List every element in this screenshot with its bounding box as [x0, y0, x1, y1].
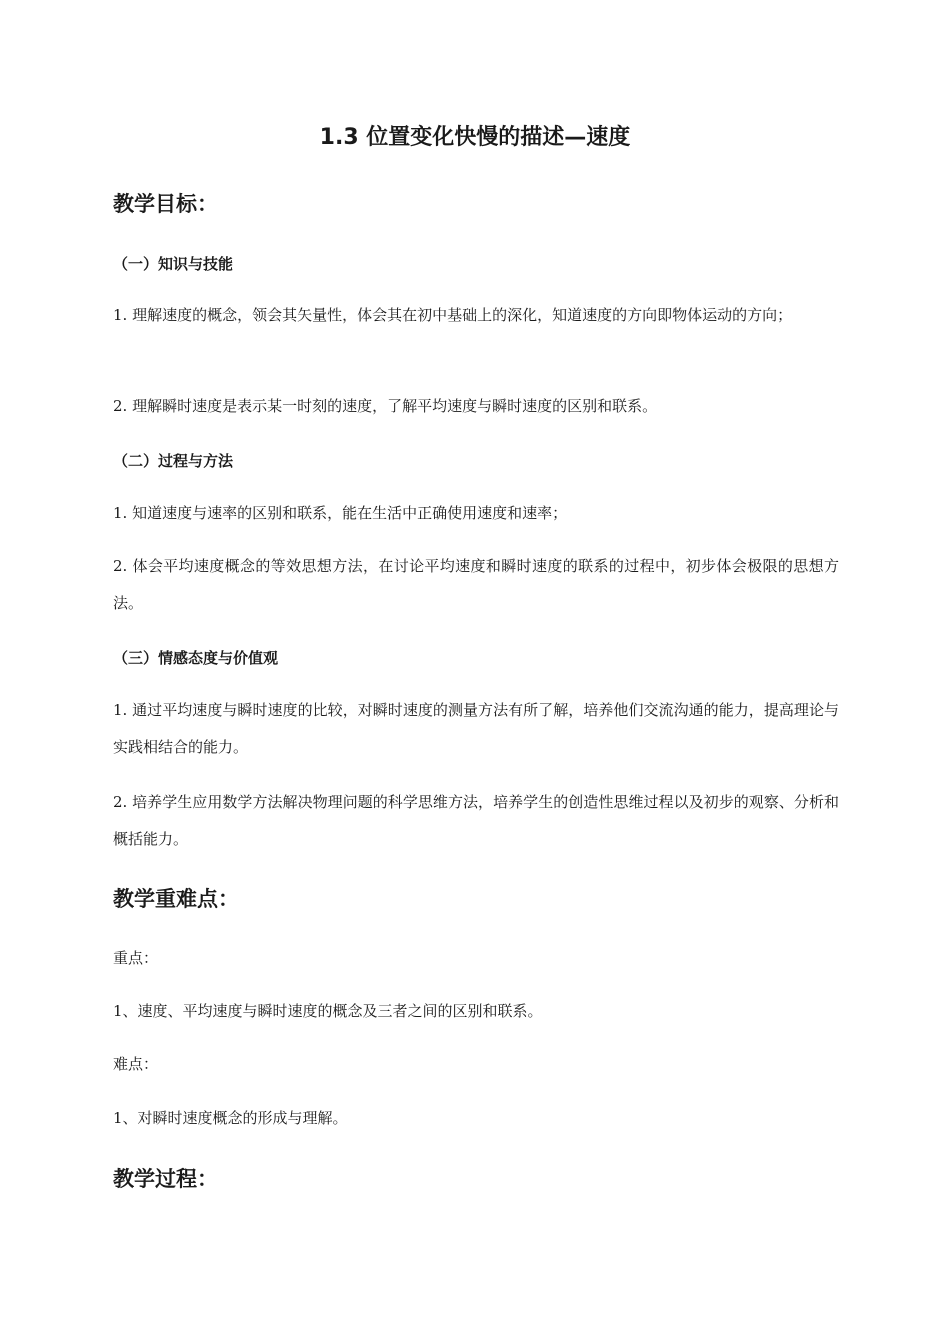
paragraph-knowledge-1: 1. 理解速度的概念，领会其矢量性，体会其在初中基础上的深化，知道速度的方向即物体运动的方向；	[113, 306, 793, 324]
subheading-knowledge-skills: （一）知识与技能	[113, 255, 234, 273]
key-point-label: 重点：	[113, 949, 159, 967]
key-point-item: 1、速度、平均速度与瞬时速度的概念及三者之间的区别和联系。	[113, 1002, 543, 1020]
paragraph-process-2: 2. 体会平均速度概念的等效思想方法，在讨论平均速度和瞬时速度的联系的过程中，初步体会极限的思想方法。	[113, 557, 839, 612]
subheading-process-methods: （二）过程与方法	[113, 452, 234, 470]
section-heading-procedure: 教学过程：	[113, 1167, 218, 1191]
paragraph-knowledge-2: 2. 理解瞬时速度是表示某一时刻的速度，了解平均速度与瞬时速度的区别和联系。	[113, 397, 658, 415]
paragraph-attitude-1: 1. 通过平均速度与瞬时速度的比较，对瞬时速度的测量方法有所了解，培养他们交流沟通的能力，提高理论与实践相结合的能力。	[113, 701, 839, 756]
paragraph-attitude-2: 2. 培养学生应用数学方法解决物理问题的科学思维方法，培养学生的创造性思维过程以及初步的观察、分析和概括能力。	[113, 793, 839, 848]
section-heading-goals: 教学目标：	[113, 192, 218, 216]
paragraph-process-1: 1. 知道速度与速率的区别和联系，能在生活中正确使用速度和速率；	[113, 504, 568, 522]
document-title: 1.3 位置变化快慢的描述—速度	[319, 125, 631, 150]
difficult-point-label: 难点：	[113, 1055, 159, 1073]
difficult-point-item: 1、对瞬时速度概念的形成与理解。	[113, 1109, 348, 1127]
section-heading-keypoints: 教学重难点：	[113, 887, 239, 911]
subheading-attitude-values: （三）情感态度与价值观	[113, 649, 279, 667]
